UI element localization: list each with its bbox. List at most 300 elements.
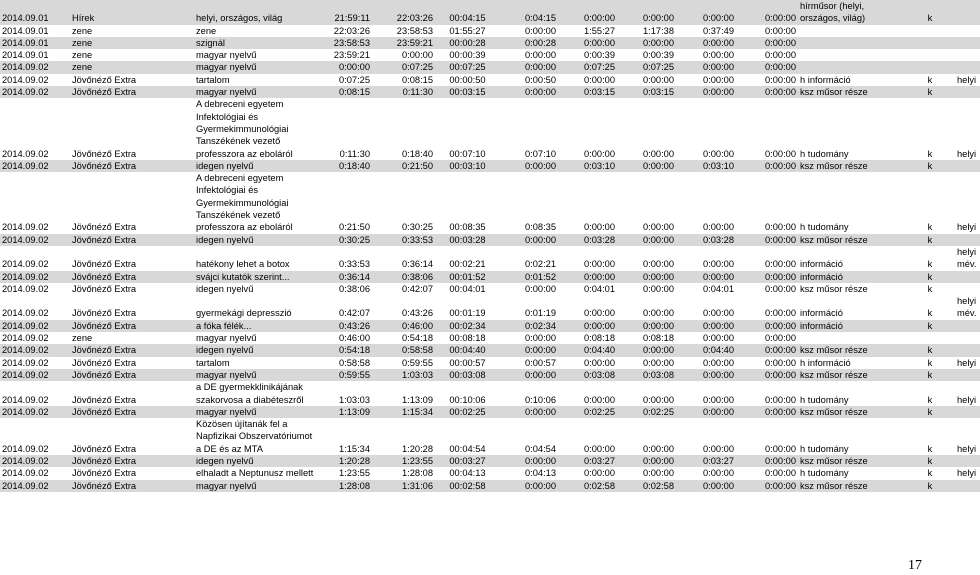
date-cell: 2014.09.02	[2, 443, 49, 454]
scope-cell	[955, 61, 980, 73]
content-cell: elhaladt a Neptunusz mellett	[196, 468, 314, 479]
time-b-cell: 0:00:00	[558, 0, 617, 25]
table-row	[0, 455, 980, 467]
program-cell: Jövőnéző Extra	[70, 455, 194, 467]
time-a-cell: 0:00:00	[524, 25, 556, 36]
start-time-cell: 0:11:30	[339, 148, 370, 159]
start-time-cell: 1:20:28	[321, 455, 372, 467]
time-e-cell: 0:00:00	[764, 283, 796, 294]
table-row	[0, 320, 980, 332]
program-cell: Jövőnéző Extra	[70, 369, 194, 381]
time-d-cell: 0:00:00	[676, 320, 736, 332]
table-row	[0, 271, 980, 283]
time-c-cell: 0:00:00	[617, 271, 676, 283]
start-time-cell: 1:13:09	[321, 406, 372, 418]
time-c-cell: 0:00:00	[617, 234, 676, 246]
category-cell: ksz műsor része	[798, 369, 905, 381]
end-time-cell: 0:46:00	[372, 320, 435, 332]
content-cell: helyi, országos, világ	[194, 0, 321, 25]
end-time-cell: 23:59:21	[372, 37, 435, 49]
end-time-cell: 0:08:15	[401, 74, 433, 85]
table-row	[0, 160, 980, 172]
start-time-cell: 0:46:00	[338, 333, 370, 344]
program-cell: Jövőnéző Extra	[72, 283, 137, 294]
time-d-cell: 0:00:00	[676, 37, 736, 49]
duration-cell: 00:03:10	[435, 160, 500, 172]
duration-cell: 00:03:27	[435, 455, 500, 467]
time-e-cell: 0:00:00	[736, 271, 798, 283]
flag-cell: k	[905, 406, 955, 418]
time-b-cell: 0:00:00	[558, 271, 617, 283]
time-b-cell: 0:02:58	[558, 480, 617, 492]
scope-cell	[955, 406, 980, 418]
time-b-cell: 0:00:39	[583, 50, 615, 61]
flag-cell: k	[927, 148, 933, 159]
scope-cell	[955, 332, 980, 344]
start-time-cell: 0:21:50	[338, 222, 370, 233]
flag-cell: k	[905, 86, 955, 98]
time-c-cell: 0:00:00	[642, 357, 674, 368]
end-time-cell: 1:23:55	[372, 455, 435, 467]
program-cell: Jövőnéző Extra	[70, 271, 194, 283]
duration-cell: 00:04:15	[435, 0, 500, 25]
category-cell: információ	[798, 320, 905, 332]
time-c-cell: 0:03:08	[617, 369, 676, 381]
end-time-cell: 1:28:08	[401, 468, 433, 479]
start-time-cell: 0:58:58	[338, 357, 370, 368]
program-cell: Jövőnéző Extra	[72, 259, 137, 270]
start-time-cell: 23:59:21	[333, 50, 370, 61]
time-e-cell: 0:00:00	[736, 455, 798, 467]
table-row	[0, 25, 980, 37]
duration-cell: 00:07:10	[449, 148, 486, 159]
time-a-cell: 0:00:00	[500, 480, 558, 492]
table-row	[0, 98, 980, 159]
date-cell: 2014.09.02	[2, 308, 49, 319]
duration-cell: 00:08:35	[449, 222, 486, 233]
time-d-cell: 0:00:00	[702, 333, 734, 344]
category-cell: h tudomány	[800, 394, 849, 405]
table-row	[0, 74, 980, 86]
duration-cell: 00:00:57	[449, 357, 486, 368]
time-a-cell: 0:00:00	[524, 50, 556, 61]
category-cell: információ	[800, 259, 843, 270]
end-time-cell: 0:00:00	[401, 50, 433, 61]
table-row	[0, 344, 980, 356]
table-row	[0, 406, 980, 418]
content-cell: magyar nyelvű	[194, 369, 321, 381]
flag-cell: k	[927, 357, 933, 368]
content-cell: Közösen újítanák fel a Napfizikai Obszervatóriumot a DE és az MTA	[196, 419, 313, 454]
content-cell: gyermekági depresszió	[196, 308, 292, 319]
time-c-cell: 0:00:00	[642, 148, 674, 159]
content-cell: hatékony lehet a botox	[196, 259, 290, 270]
time-a-cell: 0:08:35	[524, 222, 556, 233]
duration-cell: 00:04:01	[449, 283, 486, 294]
time-e-cell: 0:00:00	[764, 259, 796, 270]
time-d-cell: 0:00:00	[702, 308, 734, 319]
time-d-cell: 0:00:00	[676, 61, 736, 73]
program-cell: Jövőnéző Extra	[70, 344, 194, 356]
table-row	[0, 381, 980, 406]
time-e-cell: 0:00:00	[736, 86, 798, 98]
duration-cell: 00:04:54	[449, 443, 486, 454]
content-cell: idegen nyelvű	[194, 455, 321, 467]
duration-cell: 00:02:34	[435, 320, 500, 332]
date-cell: 2014.09.01	[0, 37, 70, 49]
end-time-cell: 1:31:06	[372, 480, 435, 492]
time-b-cell: 0:00:00	[583, 74, 615, 85]
date-cell: 2014.09.02	[2, 333, 49, 344]
duration-cell: 00:00:50	[449, 74, 486, 85]
end-time-cell: 1:20:28	[401, 443, 433, 454]
end-time-cell: 0:30:25	[401, 222, 433, 233]
program-cell: Jövőnéző Extra	[72, 443, 137, 454]
date-cell: 2014.09.02	[0, 320, 70, 332]
category-cell: h tudomány	[800, 148, 849, 159]
date-cell: 2014.09.02	[0, 61, 70, 73]
time-b-cell: 0:00:00	[558, 37, 617, 49]
category-cell	[798, 37, 905, 49]
scope-cell	[955, 480, 980, 492]
time-d-cell: 0:00:00	[676, 0, 736, 25]
duration-cell: 00:01:52	[435, 271, 500, 283]
date-cell: 2014.09.01	[0, 0, 70, 25]
time-c-cell: 0:00:00	[617, 344, 676, 356]
time-a-cell: 0:00:00	[500, 61, 558, 73]
time-d-cell: 0:03:10	[676, 160, 736, 172]
table-row	[0, 86, 980, 98]
category-cell	[798, 49, 905, 61]
time-e-cell: 0:00:00	[764, 50, 796, 61]
category-cell: ksz műsor része	[798, 406, 905, 418]
time-e-cell: 0:00:00	[736, 160, 798, 172]
date-cell: 2014.09.02	[2, 74, 49, 85]
category-cell: h információ	[800, 74, 851, 85]
category-cell: ksz műsor része	[800, 283, 868, 294]
table-row	[0, 295, 980, 320]
time-d-cell: 0:00:00	[702, 357, 734, 368]
time-a-cell: 0:00:00	[500, 234, 558, 246]
program-cell: Jövőnéző Extra	[72, 74, 137, 85]
scope-cell: helyi	[957, 357, 977, 368]
time-e-cell: 0:00:00	[736, 37, 798, 49]
time-d-cell: 0:00:00	[676, 369, 736, 381]
scope-cell	[955, 283, 980, 295]
content-cell: A debreceni egyetem Infektológiai és Gyermekimmunológiai Tanszékének vezető professzora az eboláról	[196, 99, 293, 159]
scope-cell	[955, 49, 980, 61]
time-b-cell: 0:02:25	[558, 406, 617, 418]
time-b-cell: 0:03:28	[558, 234, 617, 246]
program-cell: Jövőnéző Extra	[70, 406, 194, 418]
time-b-cell: 0:04:40	[558, 344, 617, 356]
duration-cell: 00:08:18	[449, 333, 486, 344]
category-cell: ksz műsor része	[798, 344, 905, 356]
scope-cell	[955, 320, 980, 332]
start-time-cell: 22:03:26	[333, 25, 370, 36]
time-d-cell: 0:00:00	[702, 222, 734, 233]
time-b-cell: 1:55:27	[583, 25, 615, 36]
start-time-cell: 0:00:00	[321, 61, 372, 73]
table-row	[0, 61, 980, 73]
date-cell: 2014.09.01	[2, 50, 49, 61]
program-cell: Jövőnéző Extra	[72, 468, 137, 479]
flag-cell: k	[927, 443, 933, 454]
flag-cell: k	[927, 259, 933, 270]
time-d-cell: 0:04:01	[702, 283, 734, 294]
content-cell: magyar nyelvű	[194, 480, 321, 492]
time-c-cell: 0:00:00	[642, 259, 674, 270]
category-cell: ksz műsor része	[798, 455, 905, 467]
time-c-cell: 0:00:00	[642, 308, 674, 319]
start-time-cell: 0:38:06	[338, 283, 370, 294]
date-cell: 2014.09.02	[0, 234, 70, 246]
time-e-cell: 0:00:00	[764, 148, 796, 159]
time-e-cell: 0:00:00	[736, 234, 798, 246]
time-d-cell: 0:00:00	[676, 86, 736, 98]
scope-cell	[955, 0, 980, 25]
date-cell: 2014.09.02	[0, 406, 70, 418]
flag-cell	[905, 25, 955, 37]
scope-cell: helyi	[957, 148, 977, 159]
content-cell: magyar nyelvű	[196, 50, 257, 61]
time-a-cell: 0:04:15	[500, 0, 558, 25]
scope-cell: helyi mév.	[957, 296, 977, 319]
content-cell: magyar nyelvű	[194, 61, 321, 73]
duration-cell: 00:04:40	[435, 344, 500, 356]
time-d-cell: 0:00:00	[676, 406, 736, 418]
time-c-cell: 0:00:00	[642, 468, 674, 479]
flag-cell: k	[905, 271, 955, 283]
category-cell: ksz műsor része	[798, 86, 905, 98]
program-cell: Jövőnéző Extra	[72, 308, 137, 319]
time-b-cell: 0:00:00	[583, 468, 615, 479]
end-time-cell: 0:21:50	[372, 160, 435, 172]
content-cell: tartalom	[196, 357, 230, 368]
duration-cell: 00:03:08	[435, 369, 500, 381]
end-time-cell: 0:42:07	[401, 283, 433, 294]
table-row	[0, 467, 980, 479]
start-time-cell: 0:43:26	[321, 320, 372, 332]
table-row	[0, 234, 980, 246]
duration-cell: 00:01:19	[449, 308, 486, 319]
category-cell	[798, 25, 905, 37]
category-cell: ksz műsor része	[798, 480, 905, 492]
time-c-cell: 0:00:00	[642, 283, 674, 294]
program-cell: zene	[72, 333, 93, 344]
end-time-cell: 1:03:03	[372, 369, 435, 381]
time-b-cell: 0:00:00	[583, 259, 615, 270]
time-e-cell: 0:00:00	[764, 357, 796, 368]
time-e-cell: 0:00:00	[736, 0, 798, 25]
program-cell: zene	[70, 37, 194, 49]
time-a-cell: 0:02:21	[524, 259, 556, 270]
time-a-cell: 0:01:19	[524, 308, 556, 319]
time-a-cell: 0:00:00	[500, 160, 558, 172]
start-time-cell: 0:33:53	[338, 259, 370, 270]
program-cell: Jövőnéző Extra	[72, 222, 137, 233]
end-time-cell: 0:11:30	[372, 86, 435, 98]
end-time-cell: 0:07:25	[372, 61, 435, 73]
time-e-cell: 0:00:00	[736, 320, 798, 332]
scope-cell: helyi	[957, 394, 977, 405]
end-time-cell: 22:03:26	[372, 0, 435, 25]
time-a-cell: 0:10:06	[524, 394, 556, 405]
start-time-cell: 0:07:25	[338, 74, 370, 85]
time-d-cell: 0:00:00	[702, 394, 734, 405]
time-c-cell: 0:00:00	[617, 0, 676, 25]
date-cell: 2014.09.02	[2, 394, 49, 405]
content-cell: idegen nyelvű	[194, 160, 321, 172]
time-c-cell: 0:00:00	[617, 160, 676, 172]
flag-cell	[905, 37, 955, 49]
time-b-cell: 0:00:00	[583, 222, 615, 233]
duration-cell: 00:03:28	[435, 234, 500, 246]
date-cell: 2014.09.02	[0, 344, 70, 356]
time-c-cell: 1:17:38	[642, 25, 674, 36]
time-c-cell: 0:02:25	[617, 406, 676, 418]
time-e-cell: 0:00:00	[764, 443, 796, 454]
duration-cell: 00:10:06	[449, 394, 486, 405]
time-c-cell: 0:00:00	[642, 443, 674, 454]
start-time-cell: 0:36:14	[321, 271, 372, 283]
flag-cell: k	[905, 234, 955, 246]
date-cell: 2014.09.02	[0, 271, 70, 283]
flag-cell: k	[927, 222, 933, 233]
category-cell: ksz műsor része	[798, 160, 905, 172]
end-time-cell: 1:15:34	[372, 406, 435, 418]
scope-cell	[955, 369, 980, 381]
end-time-cell: 0:33:53	[372, 234, 435, 246]
time-b-cell: 0:00:00	[583, 148, 615, 159]
time-d-cell: 0:00:00	[702, 50, 734, 61]
date-cell: 2014.09.02	[0, 369, 70, 381]
table-row	[0, 49, 980, 61]
time-c-cell: 0:07:25	[617, 61, 676, 73]
date-cell: 2014.09.02	[0, 86, 70, 98]
start-time-cell: 1:03:03	[338, 394, 370, 405]
time-e-cell: 0:00:00	[764, 74, 796, 85]
duration-cell: 00:00:39	[449, 50, 486, 61]
flag-cell: k	[927, 394, 933, 405]
flag-cell	[905, 61, 955, 73]
table-row	[0, 0, 980, 25]
table-row	[0, 332, 980, 344]
start-time-cell: 0:08:15	[321, 86, 372, 98]
category-cell	[798, 332, 905, 344]
scope-cell	[955, 160, 980, 172]
time-d-cell: 0:00:00	[676, 480, 736, 492]
time-b-cell: 0:07:25	[558, 61, 617, 73]
scope-cell: helyi mév.	[957, 246, 977, 270]
start-time-cell: 0:42:07	[338, 308, 370, 319]
date-cell: 2014.09.02	[2, 259, 49, 270]
time-b-cell: 0:00:00	[583, 394, 615, 405]
start-time-cell: 1:15:34	[338, 443, 370, 454]
flag-cell	[905, 49, 955, 61]
time-e-cell: 0:00:00	[736, 344, 798, 356]
flag-cell: k	[905, 369, 955, 381]
scope-cell	[955, 271, 980, 283]
time-b-cell: 0:00:00	[558, 320, 617, 332]
time-a-cell: 0:01:52	[500, 271, 558, 283]
table-row	[0, 246, 980, 271]
time-d-cell: 0:00:00	[702, 443, 734, 454]
scope-cell	[955, 86, 980, 98]
time-c-cell: 0:00:39	[642, 50, 674, 61]
date-cell: 2014.09.01	[2, 25, 49, 36]
page-number: 17	[908, 558, 922, 573]
table-row	[0, 369, 980, 381]
time-d-cell: 0:00:00	[702, 74, 734, 85]
time-b-cell: 0:04:01	[583, 283, 615, 294]
time-c-cell: 0:00:00	[617, 320, 676, 332]
category-cell: h információ	[800, 357, 851, 368]
time-d-cell: 0:00:00	[702, 148, 734, 159]
date-cell: 2014.09.02	[2, 468, 49, 479]
time-a-cell: 0:04:13	[524, 468, 556, 479]
time-b-cell: 0:00:00	[583, 443, 615, 454]
date-cell: 2014.09.02	[0, 160, 70, 172]
time-b-cell: 0:03:27	[558, 455, 617, 467]
category-cell: információ	[798, 271, 905, 283]
table-row	[0, 357, 980, 369]
duration-cell: 01:55:27	[449, 25, 486, 36]
content-cell: szignál	[194, 37, 321, 49]
end-time-cell: 0:18:40	[401, 148, 433, 159]
time-a-cell: 0:00:00	[500, 406, 558, 418]
category-cell: információ	[800, 308, 843, 319]
time-c-cell: 0:00:00	[642, 74, 674, 85]
category-cell: ksz műsor része	[798, 234, 905, 246]
program-cell: zene	[72, 25, 93, 36]
flag-cell: k	[905, 160, 955, 172]
content-cell: magyar nyelvű	[194, 406, 321, 418]
content-cell: a fóka félék...	[194, 320, 321, 332]
content-cell: zene	[196, 25, 217, 36]
date-cell: 2014.09.02	[2, 222, 49, 233]
time-e-cell: 0:00:00	[764, 25, 796, 36]
time-e-cell: 0:00:00	[764, 222, 796, 233]
table-row	[0, 418, 980, 455]
time-e-cell: 0:00:00	[764, 308, 796, 319]
time-a-cell: 0:00:00	[500, 369, 558, 381]
start-time-cell: 1:23:55	[338, 468, 370, 479]
duration-cell: 00:02:25	[435, 406, 500, 418]
flag-cell: k	[905, 455, 955, 467]
flag-cell: k	[905, 344, 955, 356]
scope-cell: helyi	[957, 74, 977, 85]
time-d-cell: 0:03:27	[676, 455, 736, 467]
time-b-cell: 0:08:18	[583, 333, 615, 344]
scope-cell: helyi	[957, 443, 977, 454]
table-row	[0, 37, 980, 49]
program-cell: Hírek	[70, 0, 194, 25]
scope-cell	[955, 25, 980, 37]
content-cell: svájci kutatók szerint...	[194, 271, 321, 283]
start-time-cell: 21:59:11	[321, 0, 372, 25]
time-a-cell: 0:04:54	[524, 443, 556, 454]
duration-cell: 00:00:28	[435, 37, 500, 49]
flag-cell: k	[905, 320, 955, 332]
flag-cell: k	[927, 308, 933, 319]
end-time-cell: 0:59:55	[401, 357, 433, 368]
time-c-cell: 0:00:00	[617, 455, 676, 467]
flag-cell: k	[927, 74, 933, 85]
program-cell: Jövőnéző Extra	[72, 357, 137, 368]
time-d-cell: 0:04:40	[676, 344, 736, 356]
time-d-cell: 0:00:00	[702, 259, 734, 270]
